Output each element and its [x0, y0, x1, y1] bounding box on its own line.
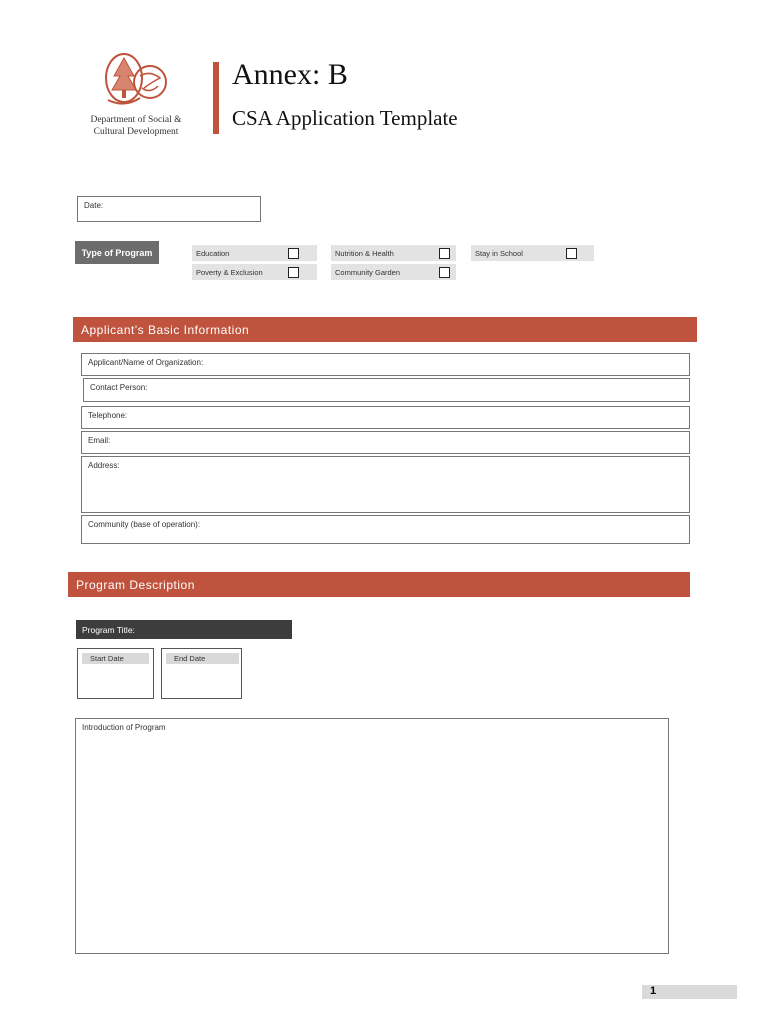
program-title-field[interactable]: Program Title:	[76, 620, 292, 639]
field-label: Contact Person:	[90, 383, 148, 392]
page-number: 1	[650, 985, 657, 997]
header-accent-bar	[213, 62, 219, 134]
date-field[interactable]	[77, 196, 261, 222]
field-label: Email:	[88, 436, 111, 445]
start-date-field[interactable]	[77, 648, 154, 699]
field-label: Address:	[88, 461, 120, 470]
end-date-field[interactable]	[161, 648, 242, 699]
option-label: Nutrition & Health	[335, 249, 394, 258]
option-nutrition-health[interactable]	[331, 245, 456, 261]
address-field[interactable]	[81, 456, 690, 513]
checkbox-poverty-exclusion[interactable]	[288, 267, 299, 278]
option-community-garden[interactable]	[331, 264, 456, 280]
field-label: Telephone:	[88, 411, 128, 420]
option-label: Poverty & Exclusion	[196, 268, 263, 277]
applicant-section-header: Applicant's Basic Information	[73, 317, 697, 342]
organization-name-field[interactable]	[81, 353, 690, 376]
checkbox-stay-in-school[interactable]	[566, 248, 577, 259]
option-stay-in-school[interactable]	[471, 245, 594, 261]
field-label: Applicant/Name of Organization:	[88, 358, 204, 367]
checkbox-community-garden[interactable]	[439, 267, 450, 278]
community-field[interactable]	[81, 515, 690, 544]
introduction-label: Introduction of Program	[82, 723, 166, 732]
page-number-bar	[642, 985, 737, 999]
type-of-program-label: Type of Program	[75, 241, 159, 264]
email-field[interactable]	[81, 431, 690, 454]
field-label: Community (base of operation):	[88, 520, 201, 529]
contact-person-field[interactable]	[83, 378, 690, 402]
option-education[interactable]	[192, 245, 317, 261]
department-name: Department of Social & Cultural Development	[90, 115, 182, 137]
option-label: Education	[196, 249, 230, 258]
option-poverty-exclusion[interactable]	[192, 264, 317, 280]
date-label: Date:	[84, 201, 104, 210]
department-logo-icon	[100, 48, 170, 112]
option-label: Community Garden	[335, 268, 401, 277]
option-label: Stay in School	[475, 249, 523, 258]
start-date-label: Start Date	[82, 653, 149, 664]
telephone-field[interactable]	[81, 406, 690, 429]
end-date-label: End Date	[166, 653, 239, 664]
checkbox-education[interactable]	[288, 248, 299, 259]
template-subtitle: CSA Application Template	[232, 106, 458, 130]
program-section-header: Program Description	[68, 572, 690, 597]
checkbox-nutrition-health[interactable]	[439, 248, 450, 259]
annex-title: Annex: B	[232, 58, 348, 91]
introduction-field[interactable]	[75, 718, 669, 954]
